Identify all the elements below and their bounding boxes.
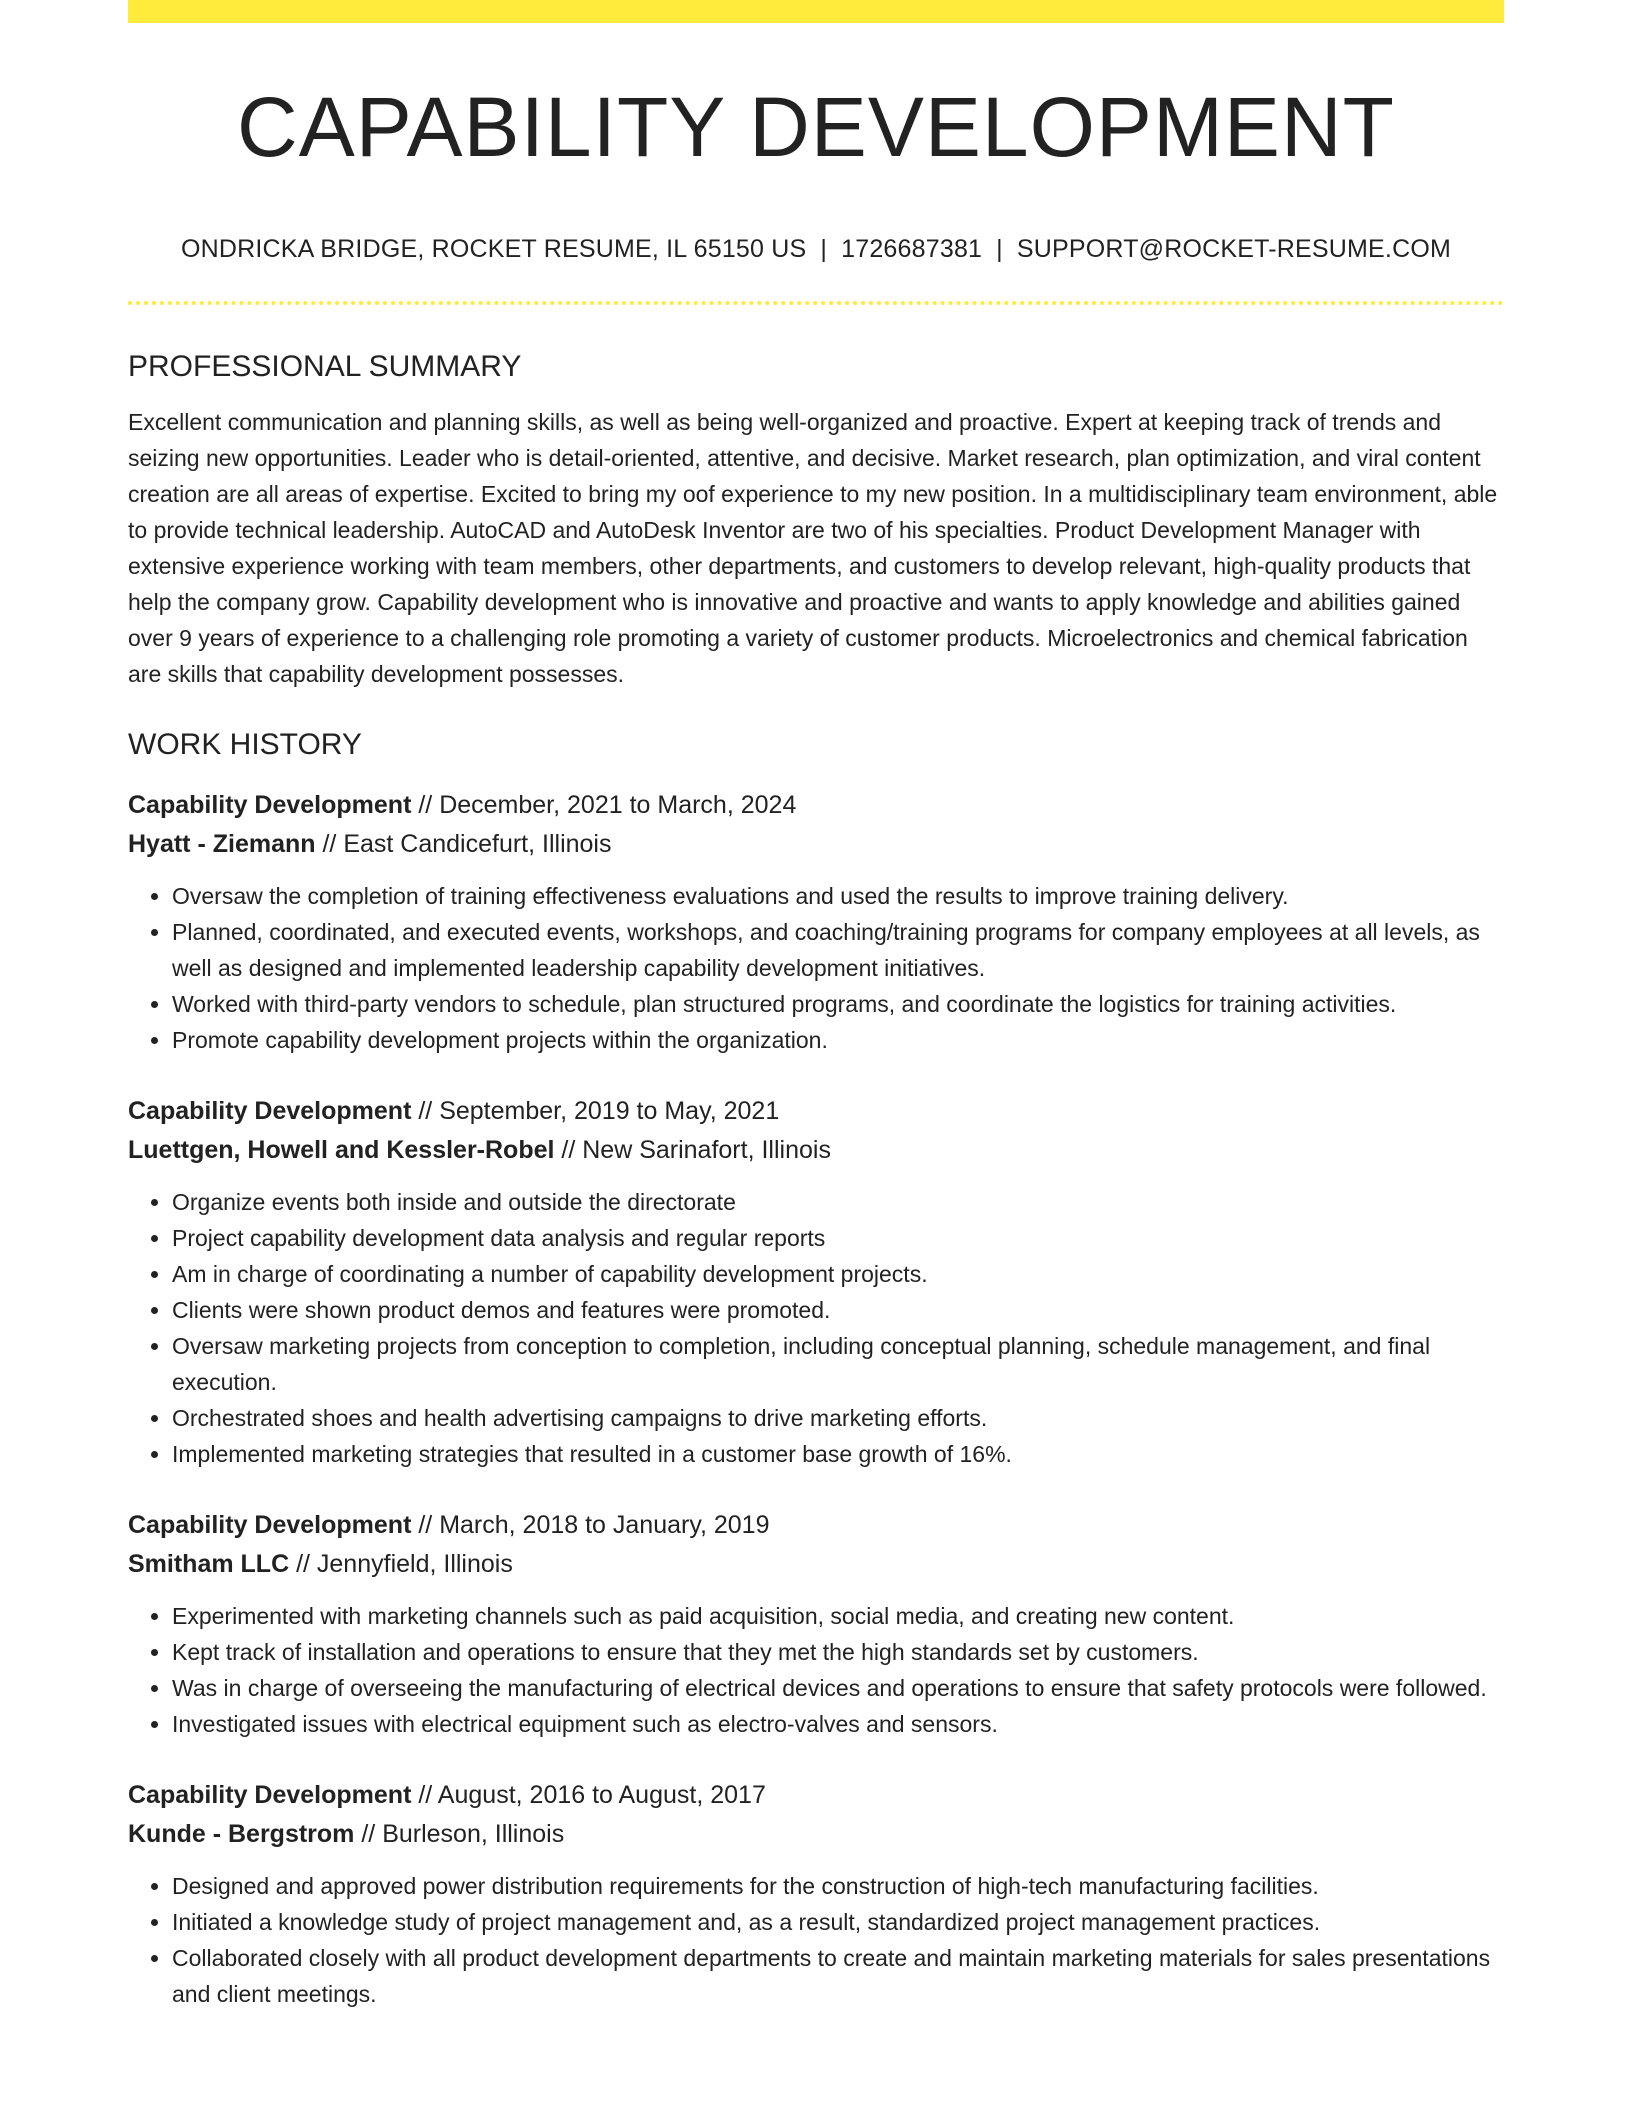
job-company: Smitham LLC bbox=[128, 1550, 290, 1578]
job-location: // East Candicefurt, Illinois bbox=[315, 830, 612, 858]
job-role-line bbox=[128, 1776, 1504, 1815]
job-entry bbox=[128, 1506, 1504, 1742]
job-company-line bbox=[128, 1815, 1504, 1854]
job-bullets bbox=[128, 1868, 1504, 2012]
accent-bar bbox=[128, 0, 1504, 23]
job-location: // Jennyfield, Illinois bbox=[289, 1550, 513, 1578]
job-role: Capability Development bbox=[128, 1097, 412, 1125]
job-bullet: • Promote capability development projects within the organization. bbox=[172, 1022, 1504, 1058]
job-dates: // August, 2016 to August, 2017 bbox=[411, 1781, 766, 1809]
summary-heading: PROFESSIONAL SUMMARY bbox=[128, 350, 522, 383]
job-company-line bbox=[128, 1545, 1504, 1584]
job-company: Kunde - Bergstrom bbox=[128, 1820, 355, 1848]
job-bullet: • Experimented with marketing channels such as paid acquisition, social media, and creating new content. bbox=[172, 1598, 1504, 1634]
job-company: Luettgen, Howell and Kessler-Robel bbox=[128, 1136, 555, 1164]
job-bullet: • Implemented marketing strategies that resulted in a customer base growth of 16%. bbox=[172, 1436, 1504, 1472]
job-role-line bbox=[128, 1506, 1504, 1545]
contact-line bbox=[128, 235, 1504, 264]
job-role: Capability Development bbox=[128, 1781, 412, 1809]
job-bullet: • Project capability development data analysis and regular reports bbox=[172, 1220, 1504, 1256]
job-role-line bbox=[128, 1092, 1504, 1131]
contact-separator: | bbox=[820, 235, 828, 263]
job-dates: // March, 2018 to January, 2019 bbox=[411, 1511, 770, 1539]
job-bullet: • Kept track of installation and operations to ensure that they met the high standards set by customers. bbox=[172, 1634, 1504, 1670]
job-bullets bbox=[128, 1184, 1504, 1472]
job-company-line bbox=[128, 1131, 1504, 1170]
job-bullet: • Orchestrated shoes and health advertising campaigns to drive marketing efforts. bbox=[172, 1400, 1504, 1436]
dotted-divider bbox=[128, 301, 1504, 305]
job-company-line bbox=[128, 825, 1504, 864]
job-bullet: • Clients were shown product demos and features were promoted. bbox=[172, 1292, 1504, 1328]
job-entry bbox=[128, 1776, 1504, 2012]
job-bullet: • Initiated a knowledge study of project management and, as a result, standardized project management practices. bbox=[172, 1904, 1504, 1940]
contact-address: ONDRICKA BRIDGE, ROCKET RESUME, IL 65150 US bbox=[180, 235, 807, 263]
job-role: Capability Development bbox=[128, 1511, 412, 1539]
job-bullet: • Investigated issues with electrical equipment such as electro-valves and sensors. bbox=[172, 1706, 1504, 1742]
job-company: Hyatt - Ziemann bbox=[128, 830, 316, 858]
job-location: // Burleson, Illinois bbox=[354, 1820, 565, 1848]
job-location: // New Sarinafort, Illinois bbox=[554, 1136, 831, 1164]
job-entry bbox=[128, 786, 1504, 1058]
page-title: CAPABILITY DEVELOPMENT bbox=[237, 80, 1395, 174]
resume-page bbox=[128, 0, 1504, 2012]
job-bullet: • Was in charge of overseeing the manufacturing of electrical devices and operations to ensure that safety protocols were followed. bbox=[172, 1670, 1504, 1706]
job-bullets bbox=[128, 878, 1504, 1058]
job-bullet: • Worked with third-party vendors to schedule, plan structured programs, and coordinate the logistics for training activities. bbox=[172, 986, 1504, 1022]
contact-phone: 1726687381 bbox=[841, 235, 983, 263]
job-bullets bbox=[128, 1598, 1504, 1742]
contact-email: SUPPORT@ROCKET-RESUME.COM bbox=[1016, 235, 1452, 263]
job-bullet: • Planned, coordinated, and executed events, workshops, and coaching/training programs for company employees at all levels, as well as designed and implemented leadership capability development initiatives. bbox=[172, 914, 1504, 986]
job-entry bbox=[128, 1092, 1504, 1472]
job-dates: // September, 2019 to May, 2021 bbox=[411, 1097, 780, 1125]
job-bullet: • Collaborated closely with all product development departments to create and maintain marketing materials for sales presentations and client meetings. bbox=[172, 1940, 1504, 2012]
job-bullet: • Oversaw the completion of training effectiveness evaluations and used the results to improve training delivery. bbox=[172, 878, 1504, 914]
contact-separator: | bbox=[996, 235, 1003, 263]
job-bullet: • Am in charge of coordinating a number of capability development projects. bbox=[172, 1256, 1504, 1292]
job-role: Capability Development bbox=[128, 791, 412, 819]
job-dates: // December, 2021 to March, 2024 bbox=[411, 791, 797, 819]
job-bullet: • Oversaw marketing projects from conception to completion, including conceptual planning, schedule management, and final execution. bbox=[172, 1328, 1504, 1400]
job-bullet: • Designed and approved power distribution requirements for the construction of high-tech manufacturing facilities. bbox=[172, 1868, 1504, 1904]
summary-text: Excellent communication and planning skills, as well as being well-organized and proactive. Expert at keeping track of trends and seizing new opportunities. Leader who is detail-oriented, attentive, and decisive. Market research, plan optimization, and viral content creation are all areas of expertise. Excited to bring my oof experience to my new position. In a multidisciplinary team environment, able to provide technical leadership. AutoCAD and AutoDesk Inventor are two of his specialties. Product Development Manager with extensive experience working with team members, other departments, and customers to develop relevant, high-quality products that help the company grow. Capability development who is innovative and proactive and wants to apply knowledge and abilities gained over 9 years of experience to a challenging role promoting a variety of customer products. Microelectronics and chemical fabrication are skills that capability development possesses. bbox=[128, 409, 1498, 687]
job-bullet: • Organize events both inside and outside the directorate bbox=[172, 1184, 1504, 1220]
job-role-line bbox=[128, 786, 1504, 825]
work-history-heading: WORK HISTORY bbox=[128, 728, 362, 761]
